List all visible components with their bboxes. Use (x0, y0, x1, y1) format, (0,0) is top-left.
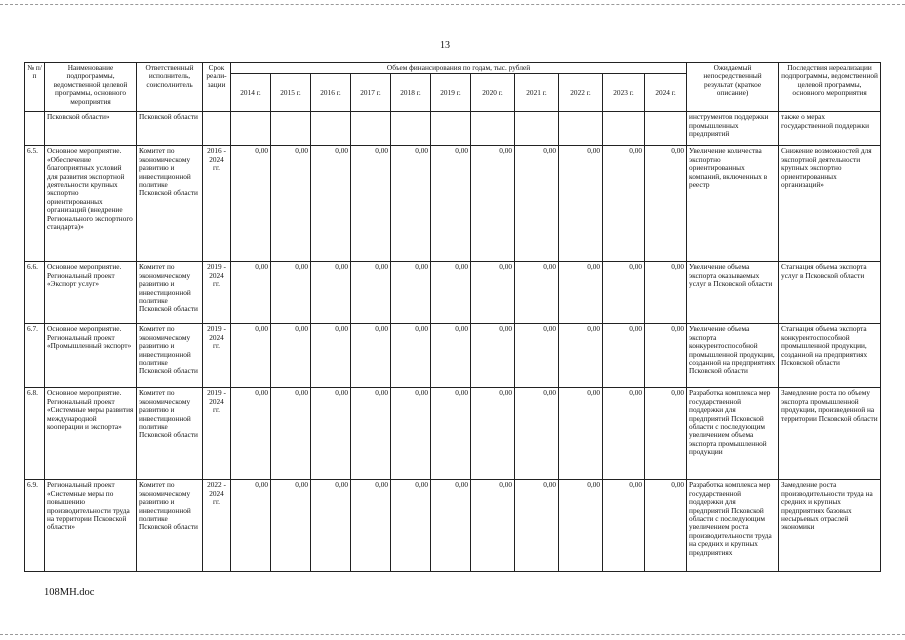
cell-value: 0,00 (431, 146, 471, 262)
cell-value: 0,00 (603, 262, 645, 324)
header-year: 2024 г. (645, 74, 687, 112)
cell-term: 2022 - 2024 гг. (203, 480, 231, 572)
cell-no: 6.6. (25, 262, 45, 324)
cell-name: Псковской области» (45, 112, 137, 146)
cell-value: 0,00 (645, 262, 687, 324)
cell-value: 0,00 (645, 324, 687, 388)
header-year: 2021 г. (515, 74, 559, 112)
cell-value: 0,00 (351, 262, 391, 324)
table-row (25, 324, 881, 388)
cell-value: 0,00 (231, 480, 271, 572)
cell-value: 0,00 (471, 262, 515, 324)
cell-value: 0,00 (311, 146, 351, 262)
cell-value: 0,00 (311, 480, 351, 572)
cell-value: 0,00 (231, 262, 271, 324)
cell-value: 0,00 (231, 146, 271, 262)
cell-value: 0,00 (471, 480, 515, 572)
cell-value: 0,00 (351, 480, 391, 572)
cell-value: 0,00 (271, 388, 311, 480)
cell-value: 0,00 (431, 262, 471, 324)
cell-value: 0,00 (603, 146, 645, 262)
cell-value: 0,00 (603, 388, 645, 480)
cell-term: 2019 - 2024 гг. (203, 262, 231, 324)
cell-value: 0,00 (271, 262, 311, 324)
cell-value: 0,00 (351, 388, 391, 480)
cell-value: 0,00 (391, 146, 431, 262)
cell-value: 0,00 (431, 324, 471, 388)
header-year: 2016 г. (311, 74, 351, 112)
cell-term: 2019 - 2024 гг. (203, 324, 231, 388)
cell-consequence: также о мерах государственной поддержки (779, 112, 881, 146)
cell-value: 0,00 (645, 388, 687, 480)
cell-value: 0,00 (515, 146, 559, 262)
cell-value: 0,00 (311, 388, 351, 480)
page-number: 13 (440, 40, 450, 51)
header-year: 2023 г. (603, 74, 645, 112)
header-year: 2018 г. (391, 74, 431, 112)
cell-responsible: Комитет по экономическому развитию и инвестиционной политике Псковской области (137, 324, 203, 388)
cell-value: 0,00 (351, 146, 391, 262)
cell-value: 0,00 (645, 480, 687, 572)
cell-value: 0,00 (231, 324, 271, 388)
cell-value: 0,00 (559, 480, 603, 572)
header-responsible: Ответственный исполнитель, соисполнитель (137, 63, 203, 112)
cell-responsible: Комитет по экономическому развитию и инвестиционной политике Псковской области (137, 480, 203, 572)
header-funding: Объем финансирования по годам, тыс. рублей (231, 63, 687, 74)
cell-value: 0,00 (645, 146, 687, 262)
cell-value: 0,00 (311, 262, 351, 324)
header-year: 2020 г. (471, 74, 515, 112)
cell-value: 0,00 (603, 480, 645, 572)
header-term: Срок реали-зации (203, 63, 231, 112)
cell-value: 0,00 (391, 480, 431, 572)
cell-no: 6.8. (25, 388, 45, 480)
cell-value: 0,00 (431, 480, 471, 572)
table-row (25, 262, 881, 324)
cell-value: 0,00 (391, 324, 431, 388)
cell-result: Разработка комплекса мер государственной поддержки для предприятий Псковской области с последующим увеличением объема экспорта промышленной продукции (687, 388, 779, 480)
cell-responsible: Комитет по экономическому развитию и инвестиционной политике Псковской области (137, 262, 203, 324)
cell-consequence: Снижение возможностей для экспортной деятельности крупных экспортно ориентированных организаций» (779, 146, 881, 262)
cell-name: Региональный проект «Системные меры по повышению производительности труда на территории Псковской области» (45, 480, 137, 572)
cell-name: Основное мероприятие. Региональный проект «Промышленный экспорт» (45, 324, 137, 388)
header-year: 2014 г. (231, 74, 271, 112)
cell-consequence: Стагнация объема экспорта конкурентоспособной промышленной продукции, созданной на предприятиях Псковской области (779, 324, 881, 388)
cell-value: 0,00 (515, 480, 559, 572)
cell-no (25, 112, 45, 146)
header-name: Наименование подпрограммы, ведомственной целевой программы, основного мероприятия (45, 63, 137, 112)
cell-value: 0,00 (311, 324, 351, 388)
cell-result: Увеличение объема экспорта конкурентоспособной промышленной продукции, созданной на предприятиях Псковской области (687, 324, 779, 388)
cell-term (203, 112, 231, 146)
cell-result: Разработка комплекса мер государственной поддержки для предприятий Псковской области с последующим увеличением роста производительности труда на средних и крупных предприятиях (687, 480, 779, 572)
cell-no: 6.9. (25, 480, 45, 572)
header-year: 2019 г. (431, 74, 471, 112)
table-row (25, 480, 881, 572)
cell-result: инструментов поддержки промышленных предприятий (687, 112, 779, 146)
header-consequence: Последствия нереализации подпрограммы, ведомственной целевой программы, основного мероприятия (779, 63, 881, 112)
cell-value: 0,00 (231, 388, 271, 480)
page-bottom-border (0, 634, 905, 635)
cell-value: 0,00 (471, 388, 515, 480)
table-row-carry (25, 112, 881, 146)
cell-no: 6.7. (25, 324, 45, 388)
header-result: Ожидаемый непосредственный результат (краткое описание) (687, 63, 779, 112)
header-year: 2017 г. (351, 74, 391, 112)
cell-name: Основное мероприятие. Региональный проект «Системные меры развития международной кооперации и экспорта» (45, 388, 137, 480)
cell-value: 0,00 (431, 388, 471, 480)
cell-value: 0,00 (391, 388, 431, 480)
cell-term: 2016 - 2024 гг. (203, 146, 231, 262)
cell-value: 0,00 (471, 146, 515, 262)
cell-value: 0,00 (471, 324, 515, 388)
cell-name: Основное мероприятие. Региональный проект «Экспорт услуг» (45, 262, 137, 324)
cell-name: Основное мероприятие. «Обеспечение благоприятных условий для развития экспортной деятельности крупных экспортно ориентированных организаций (внедрение Регионального экспортного стандарта)» (45, 146, 137, 262)
header-year: 2022 г. (559, 74, 603, 112)
cell-value: 0,00 (603, 324, 645, 388)
cell-value: 0,00 (271, 324, 311, 388)
cell-value: 0,00 (515, 388, 559, 480)
table-row (25, 146, 881, 262)
cell-value: 0,00 (271, 146, 311, 262)
cell-value: 0,00 (559, 324, 603, 388)
funding-table (24, 62, 881, 572)
cell-value: 0,00 (559, 146, 603, 262)
cell-value: 0,00 (559, 388, 603, 480)
cell-responsible: Псковской области (137, 112, 203, 146)
cell-result: Увеличение количества экспортно ориентированных компаний, включенных в реестр (687, 146, 779, 262)
table-row (25, 388, 881, 480)
cell-value: 0,00 (391, 262, 431, 324)
document-filename: 108МН.doc (44, 587, 95, 598)
cell-responsible: Комитет по экономическому развитию и инвестиционной политике Псковской области (137, 388, 203, 480)
page-top-border (0, 4, 905, 5)
cell-no: 6.5. (25, 146, 45, 262)
cell-value: 0,00 (559, 262, 603, 324)
cell-responsible: Комитет по экономическому развитию и инвестиционной политике Псковской области (137, 146, 203, 262)
cell-value: 0,00 (515, 262, 559, 324)
cell-value: 0,00 (515, 324, 559, 388)
cell-value: 0,00 (351, 324, 391, 388)
header-year: 2015 г. (271, 74, 311, 112)
cell-consequence: Замедление роста по объему экспорта промышленной продукции, произведенной на территории Псковской области (779, 388, 881, 480)
header-no: № п/п (25, 63, 45, 112)
cell-result: Увеличение объема экспорта оказываемых услуг в Псковской области (687, 262, 779, 324)
cell-term: 2019 - 2024 гг. (203, 388, 231, 480)
cell-consequence: Замедление роста производительности труда на средних и крупных предприятиях базовых несырьевых отраслей экономики (779, 480, 881, 572)
cell-value: 0,00 (271, 480, 311, 572)
cell-consequence: Стагнация объема экспорта услуг в Псковской области (779, 262, 881, 324)
